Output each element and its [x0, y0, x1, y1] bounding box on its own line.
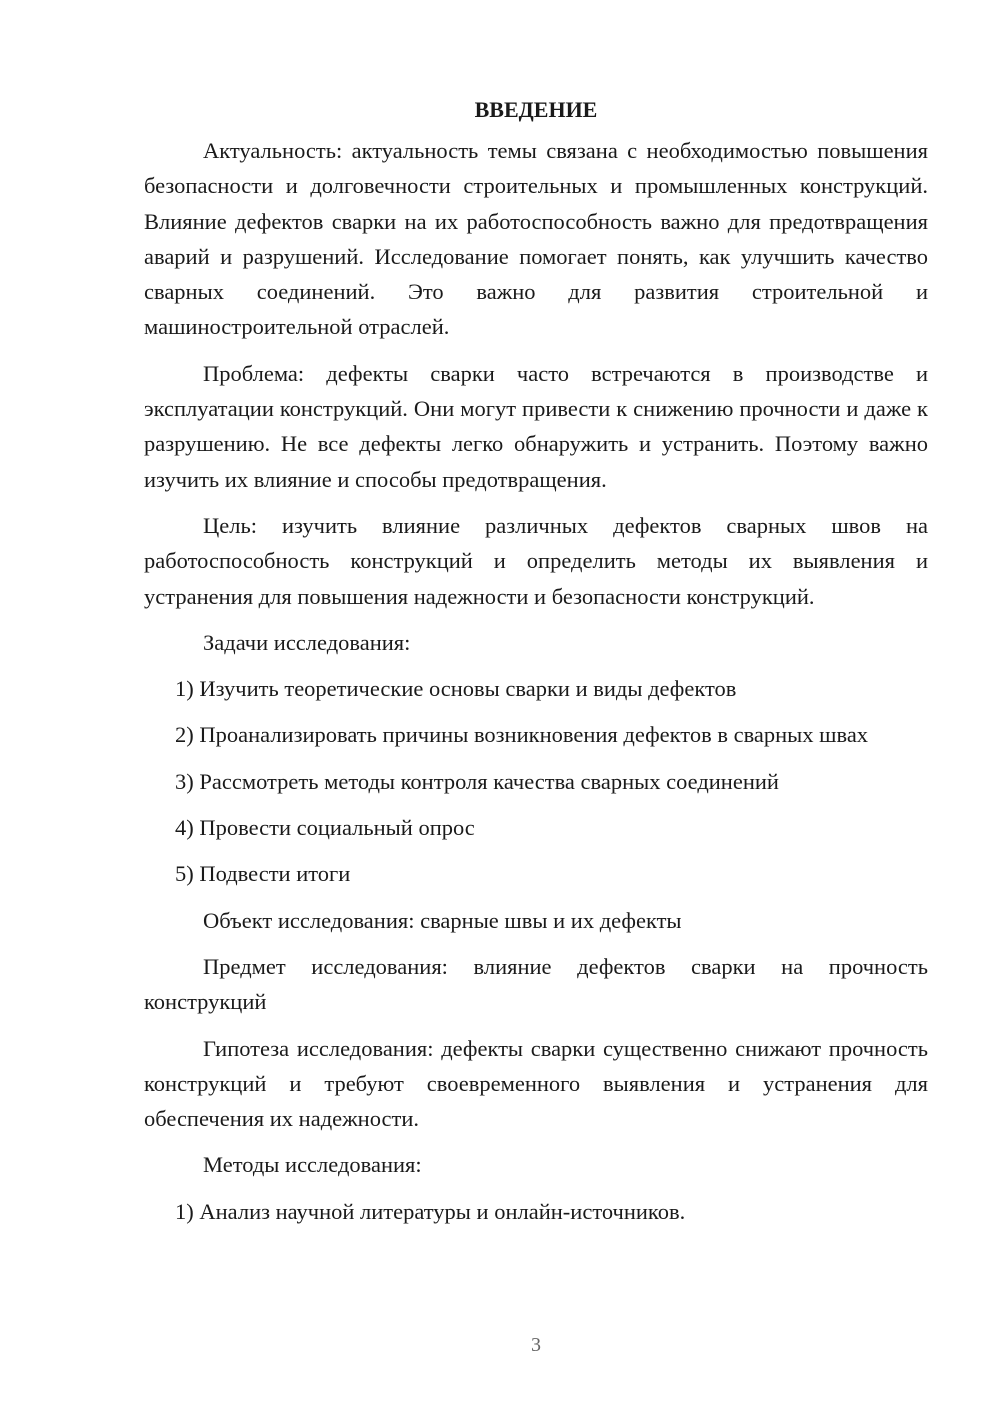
- list-item: 2) Проанализировать причины возникновения дефектов в сварных швах: [175, 722, 869, 748]
- relevance-paragraph: Актуальность: актуальность темы связана с необходимостью повышения безопасности и долговечности строительных и промышленных конструкций. Влияние дефектов сварки на их работоспособность важно для предотвращения аварий и разрушений. Исследование помогает понять, как улучшить качество сварных соединений. Это важно для развития строительной и машиностроительной отраслей.: [144, 138, 928, 340]
- object-paragraph: Объект исследования: сварные швы и их дефекты: [203, 907, 682, 933]
- document-page: [144, 93, 928, 1240]
- list-item: 4) Провести социальный опрос: [175, 815, 475, 841]
- list-item: 5) Подвести итоги: [175, 861, 351, 887]
- list-item: 3) Рассмотреть методы контроля качества сварных соединений: [175, 768, 779, 794]
- methods-list: [144, 1194, 928, 1229]
- section-heading: ВВЕДЕНИЕ: [474, 97, 598, 122]
- subject-paragraph: Предмет исследования: влияние дефектов сварки на прочность конструкций: [144, 953, 928, 1015]
- tasks-title: Задачи исследования:: [203, 629, 411, 655]
- list-item: 1) Анализ научной литературы и онлайн-источников.: [175, 1198, 686, 1224]
- page-number: 3: [531, 1334, 541, 1356]
- problem-paragraph: Проблема: дефекты сварки часто встречаются в производстве и эксплуатации конструкций. Они могут привести к снижению прочности и даже к разрушению. Не все дефекты легко обнаружить и устранить. Поэтому важно изучить их влияние и способы предотвращения.: [144, 360, 928, 492]
- goal-paragraph: Цель: изучить влияние различных дефектов сварных швов на работоспособность конструкций и определить методы их выявления и устранения для повышения надежности и безопасности конструкций.: [144, 512, 928, 609]
- methods-title: Методы исследования:: [203, 1152, 422, 1178]
- list-item: 1) Изучить теоретические основы сварки и виды дефектов: [175, 676, 737, 702]
- tasks-list: [144, 671, 928, 891]
- hypothesis-paragraph: Гипотеза исследования: дефекты сварки существенно снижают прочность конструкций и требуют своевременного выявления и устранения для обеспечения их надежности.: [144, 1035, 928, 1132]
